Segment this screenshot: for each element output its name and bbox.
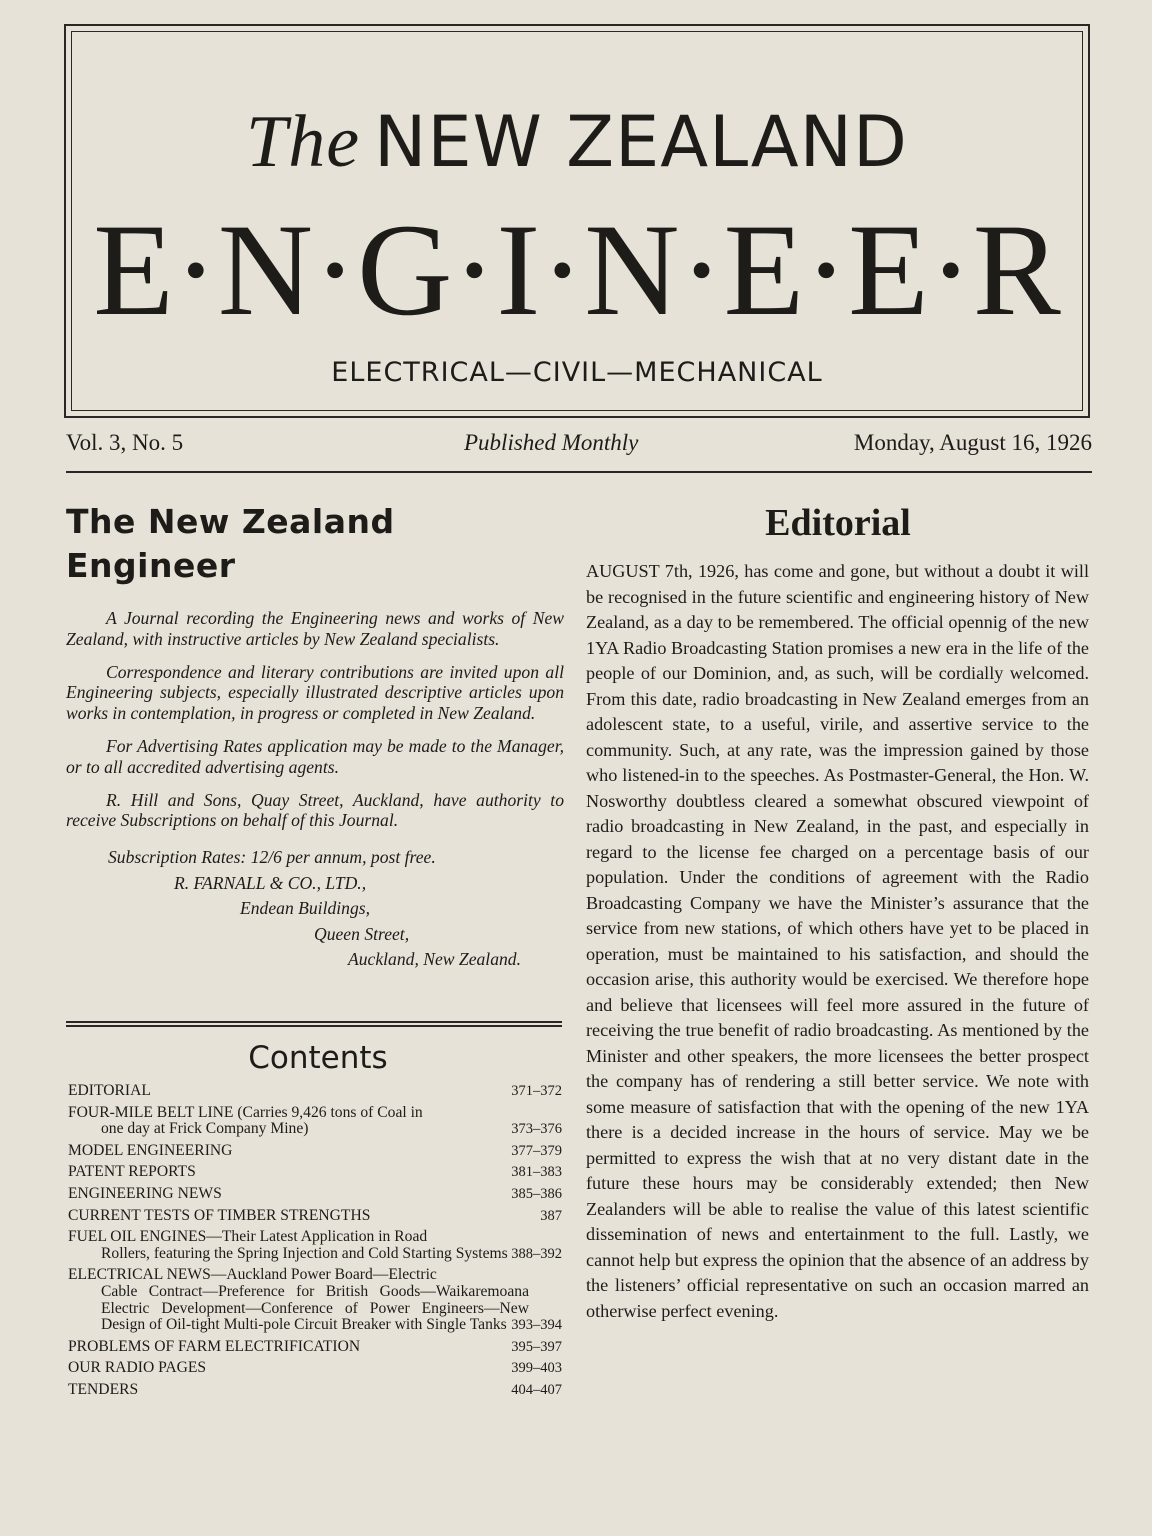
toc-entry-pages: 377–379 [511, 1142, 562, 1159]
toc-entry-pages: 395–397 [511, 1338, 562, 1355]
toc-entry-title: CURRENT TESTS OF TIMBER STRENGTHS [68, 1206, 371, 1224]
contents-list [68, 1083, 562, 1404]
toc-entry [68, 1360, 562, 1377]
toc-entry-title: PATENT REPORTS [68, 1163, 196, 1181]
toc-entry-title: TENDERS [68, 1380, 139, 1398]
masthead-title-the: The [246, 101, 361, 183]
publisher-address-line: Auckland, New Zealand. [348, 949, 521, 970]
toc-entry-continuation: Cable Contract—Preference for British Goods—Waikaremoana Electric Development—Conference of Power Engineers—New Design of Oil-tight Multi-pole Circuit Breaker with Single Tanks [101, 1282, 529, 1334]
about-paragraphs [66, 608, 564, 831]
masthead-title-line [72, 102, 1082, 182]
publisher-address-line: Queen Street, [314, 923, 410, 944]
toc-entry [68, 1382, 562, 1399]
toc-entry-title: OUR RADIO PAGES [68, 1359, 207, 1377]
about-paragraph: A Journal recording the Engineering news and works of New Zealand, with instructive articles by New Zealand specialists. [66, 608, 564, 649]
issue-frequency: Published Monthly [464, 430, 639, 455]
toc-entry-pages: 371–372 [511, 1083, 562, 1099]
toc-entry [68, 1229, 562, 1262]
toc-entry-pages: 393–394 [511, 1317, 562, 1334]
toc-entry-pages: 381–383 [511, 1164, 562, 1181]
toc-entry [68, 1143, 562, 1160]
toc-entry [68, 1339, 562, 1356]
contents-divider [66, 1021, 562, 1027]
toc-entry-title: MODEL ENGINEERING [68, 1141, 233, 1159]
toc-entry-continuation: Rollers, featuring the Spring Injection and Cold Starting Systems [101, 1244, 508, 1262]
toc-entry [68, 1164, 562, 1181]
header-rule [66, 471, 1092, 473]
toc-entry [68, 1083, 562, 1100]
toc-entry-title: FOUR-MILE BELT LINE (Carries 9,426 tons of Coal in [68, 1103, 423, 1121]
toc-entry [68, 1105, 562, 1138]
issue-date: Monday, August 16, 1926 [853, 430, 1092, 455]
toc-entry-continuation: one day at Frick Company Mine) [101, 1120, 309, 1138]
toc-entry-pages: 373–376 [511, 1121, 562, 1138]
editorial-paragraph: AUGUST 7th, 1926, has come and gone, but without a doubt it will be recognised in the future scientific and engineering history of New Zealand, as a day to be remembered. The official opennig of the new 1YA Radio Broadcasting Station promises a new era in the life of the people of our Dominion, and, as such, will be cordially welcomed. From this date, radio broadcasting in New Zealand emerges from an adolescent state, to a useful, virile, and assertive service to the community. Such, at any rate, was the impression gained by those who listened-in to the speeches. As Postmaster-General, the Hon. W. Nosworthy doubtless cleared a somewhat obscured viewpoint of radio broadcasting in New Zealand, in the past, and especially in regard to the license fee charged on a percentage basis of our population. Under the conditions of agreement with the Radio Broadcasting Company we have the Minister’s assurance that the service from new stations, of which others have yet to be placed in operation, must be maintained to his satisfaction, and should the occasion arise, this authority would be exercised. We therefore hope and believe that licensees will feel more assured in the future of receiving the true benefit of radio broadcasting. As mentioned by the Minister and other speakers, the more licensees the better prospect the company has of rendering a still better service. We note with some measure of satisfaction that with the opening of the new 1YA there is a decided increase in the hours of service. May we be permitted to express the wish that at no very distant date in the future these hours may be considerably extended; then New Zealanders will be able to realise the value of this latest scientific dissemination of news and entertainment to the full. Lastly, we cannot help but express the opinion that the absence of an address by the listeners’ official representative on such an occasion marred an otherwise perfect evening. [586, 561, 1089, 1321]
subscription-rates: Subscription Rates: 12/6 per annum, post free. [108, 847, 436, 868]
editorial-heading: Editorial [765, 502, 911, 544]
masthead-title-country: NEW ZEALAND [374, 101, 908, 183]
about-paragraph: Correspondence and literary contributions are invited upon all Engineering subjects, especially illustrated descriptive articles upon works in contemplation, in progress or completed in New Zealand. [66, 661, 564, 724]
toc-entry-title: PROBLEMS OF FARM ELECTRIFICATION [68, 1337, 361, 1355]
subscription-block [66, 845, 564, 973]
toc-entry-pages: 387 [540, 1207, 562, 1224]
toc-entry [68, 1186, 562, 1203]
issue-volume: Vol. 3, No. 5 [66, 430, 184, 455]
about-heading: The New Zealand Engineer [66, 502, 395, 585]
toc-entry-title: EDITORIAL [68, 1082, 151, 1099]
about-paragraph: R. Hill and Sons, Quay Street, Auckland, have authority to receive Subscriptions on behalf of this Journal. [66, 789, 564, 831]
publisher-address-line: R. FARNALL & CO., LTD., [174, 872, 367, 893]
toc-entry [68, 1267, 562, 1333]
masthead-title-engineer: E·N·G·I·N·E·E·R [93, 196, 1061, 343]
masthead-inner-border [71, 31, 1083, 411]
toc-entry [68, 1208, 562, 1225]
about-section [66, 500, 564, 973]
about-paragraph: For Advertising Rates application may be made to the Manager, or to all accredited advertising agents. [66, 735, 564, 777]
editorial-body [586, 559, 1089, 1324]
issue-info-line [66, 430, 1092, 462]
publisher-address-line: Endean Buildings, [240, 898, 370, 919]
toc-entry-pages: 399–403 [511, 1360, 562, 1377]
contents-heading: Contents [248, 1040, 388, 1076]
toc-entry-pages: 385–386 [511, 1185, 562, 1202]
toc-entry-title: FUEL OIL ENGINES—Their Latest Application in Road [68, 1228, 428, 1246]
toc-entry-title: ENGINEERING NEWS [68, 1184, 222, 1202]
masthead-tagline: ELECTRICAL—CIVIL—MECHANICAL [331, 357, 823, 388]
masthead [64, 24, 1090, 418]
toc-entry-pages: 388–392 [511, 1245, 562, 1262]
toc-entry-title: ELECTRICAL NEWS—Auckland Power Board—Electric [68, 1266, 437, 1284]
toc-entry-pages: 404–407 [511, 1381, 562, 1398]
